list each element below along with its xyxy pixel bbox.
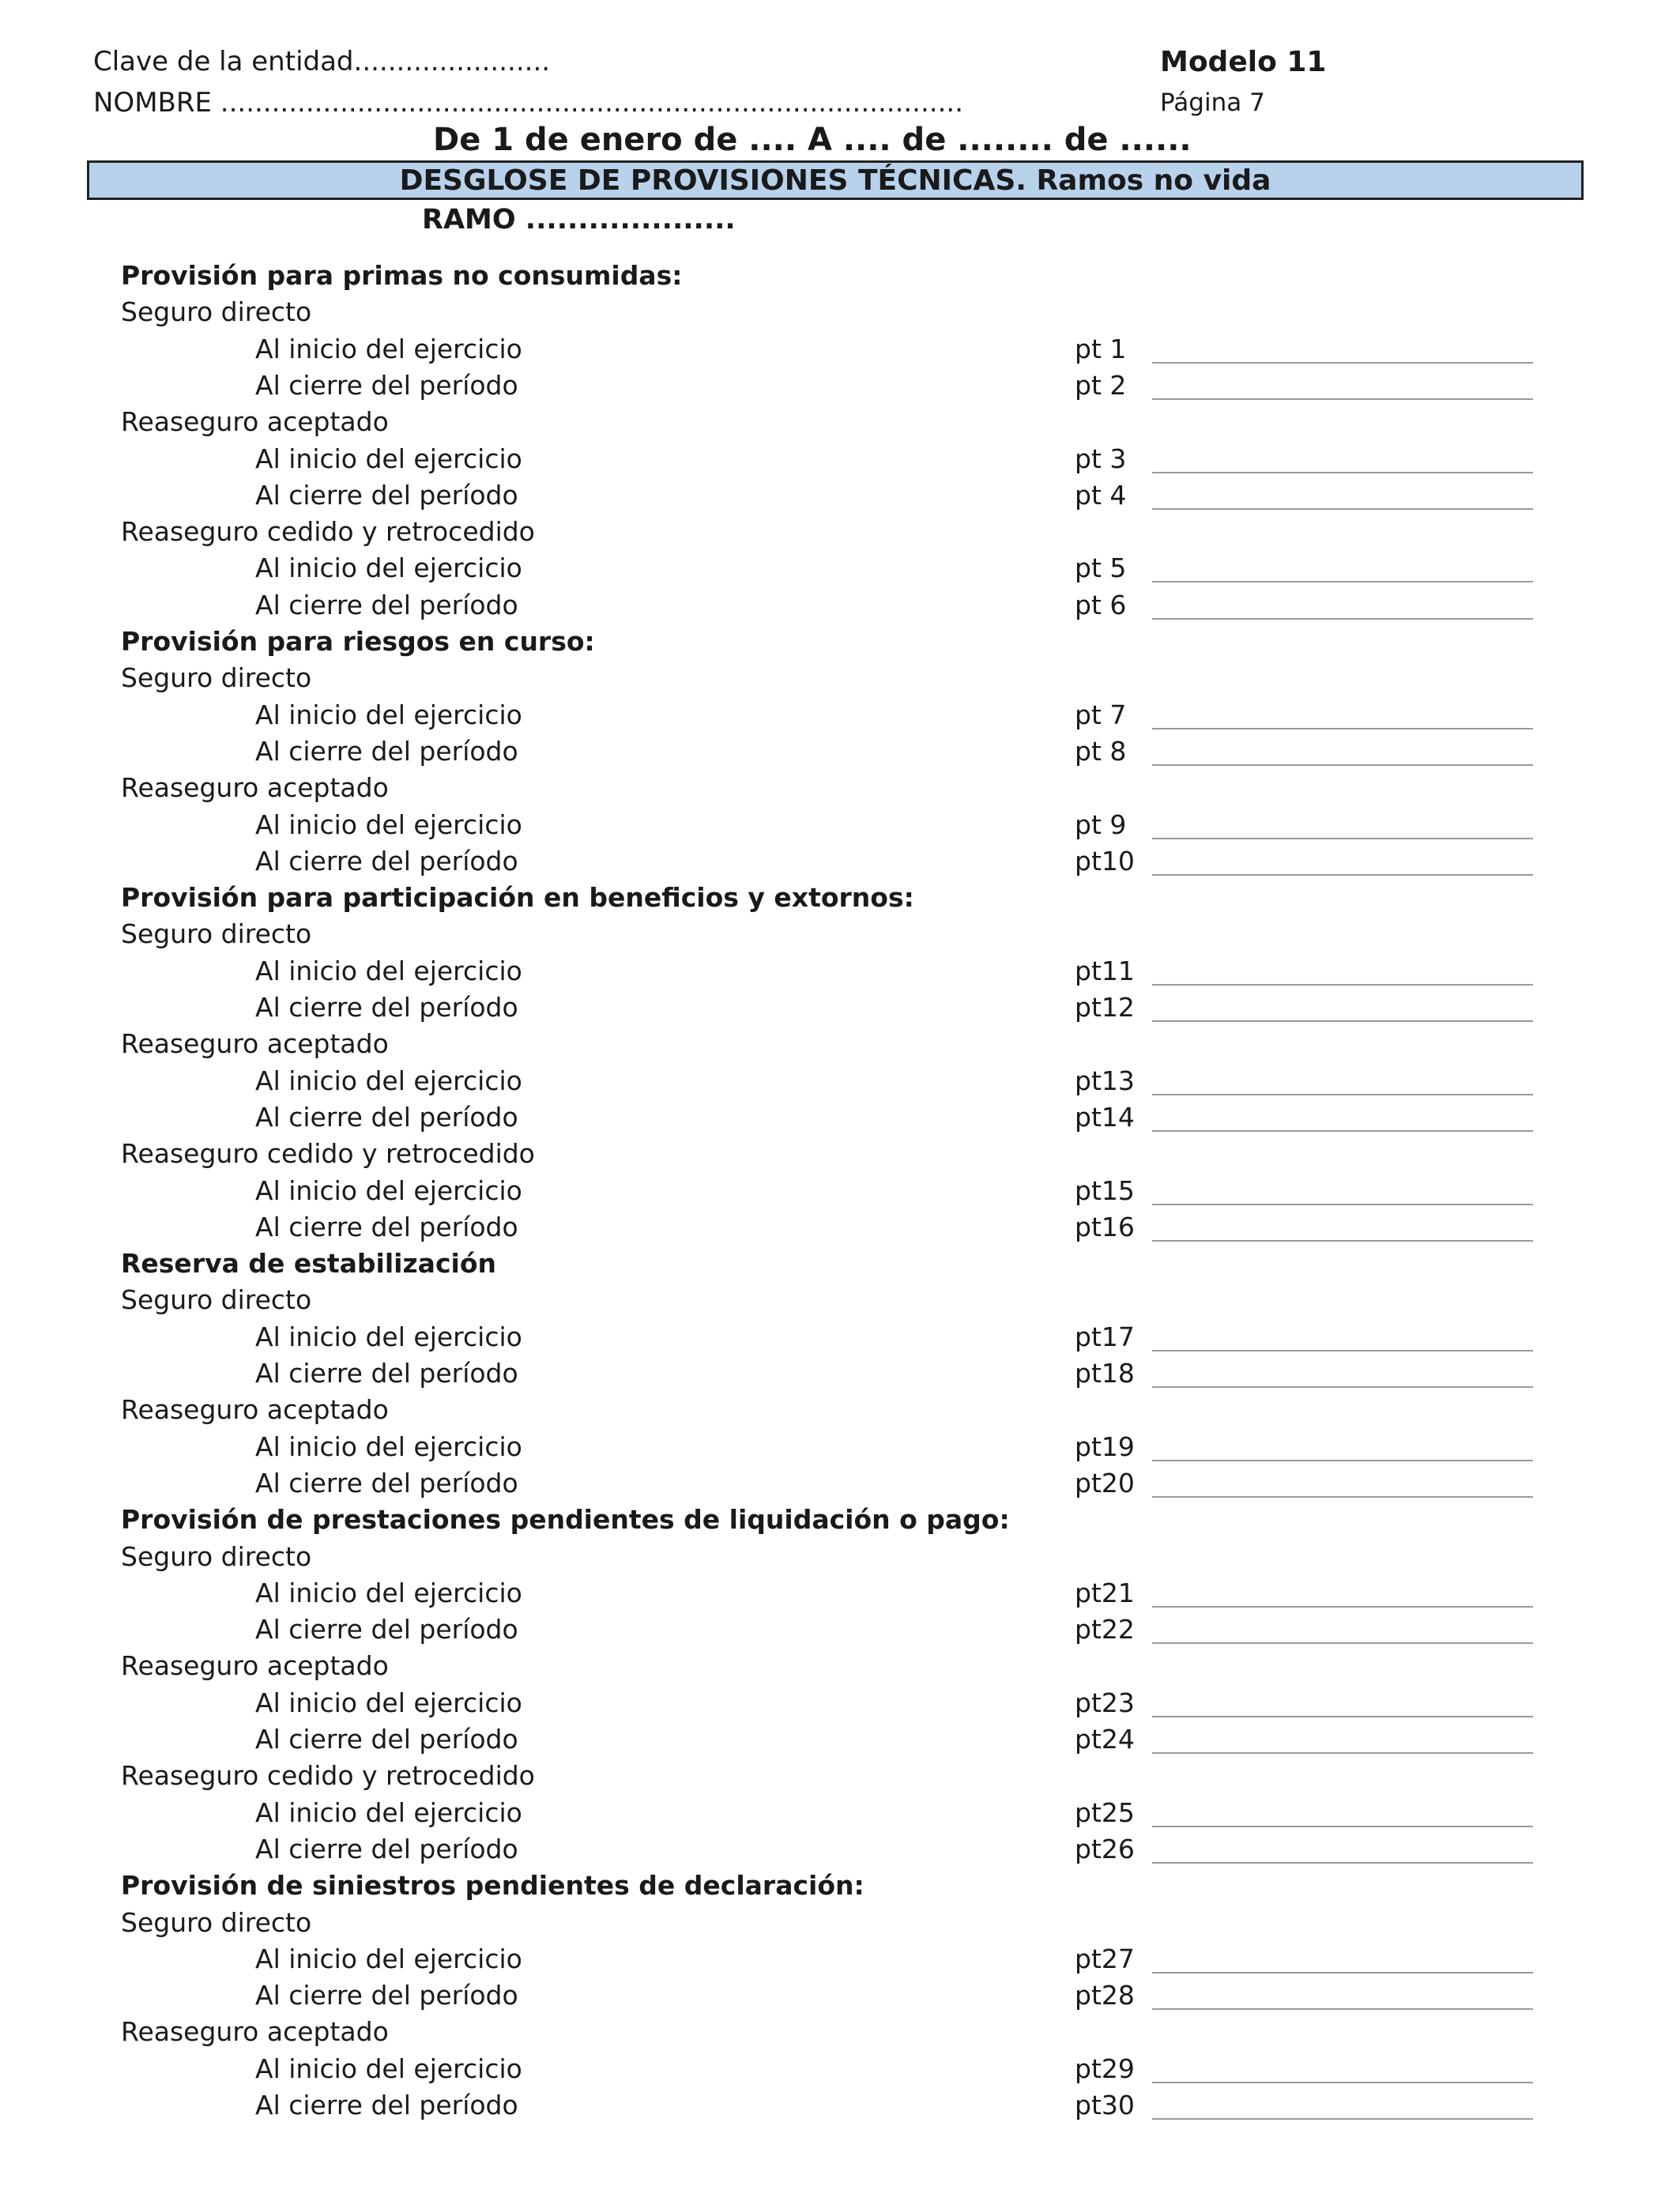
section-row [0, 1501, 1680, 1539]
line-item-code: pt18 [1075, 1358, 1135, 1389]
amount-fill-line[interactable] [1152, 1350, 1533, 1351]
group-row [0, 1904, 1680, 1942]
line-item-row [0, 843, 1680, 880]
line-item-row [0, 1794, 1680, 1832]
model-number: Modelo 11 [1160, 46, 1327, 78]
line-item-code: pt 3 [1075, 443, 1127, 474]
section-title: Provisión para participación en beneficios y extornos: [121, 882, 914, 914]
line-item-row [0, 1830, 1680, 1868]
group-row [0, 403, 1680, 441]
section-title: Provisión de siniestros pendientes de declaración: [121, 1870, 864, 1902]
group-row [0, 1647, 1680, 1685]
line-item-code: pt 4 [1075, 479, 1127, 511]
section-row [0, 1867, 1680, 1905]
line-item-label: Al cierre del período [255, 479, 518, 511]
line-item-label: Al inicio del ejercicio [255, 1687, 522, 1718]
amount-fill-line[interactable] [1152, 1862, 1533, 1864]
line-item-row [0, 1684, 1680, 1722]
line-item-label: Al inicio del ejercicio [255, 1796, 522, 1828]
line-item-label: Al cierre del período [255, 735, 518, 767]
line-item-label: Al cierre del período [255, 1980, 518, 2011]
period-line: De 1 de enero de .... A .... de ........ de ...... [433, 122, 1192, 158]
line-item-row [0, 696, 1680, 734]
line-item-row [0, 1355, 1680, 1393]
line-item-row [0, 1208, 1680, 1246]
line-item-row [0, 733, 1680, 771]
line-item-row [0, 586, 1680, 624]
group-label: Reaseguro cedido y retrocedido [121, 516, 535, 548]
line-item-code: pt10 [1075, 845, 1135, 876]
amount-fill-line[interactable] [1152, 1496, 1533, 1498]
amount-fill-line[interactable] [1152, 1752, 1533, 1754]
line-item-row [0, 549, 1680, 587]
amount-fill-line[interactable] [1152, 1826, 1533, 1827]
group-row [0, 1281, 1680, 1319]
line-item-label: Al inicio del ejercicio [255, 809, 522, 840]
line-item-code: pt27 [1075, 1943, 1135, 1974]
line-item-row [0, 1940, 1680, 1978]
line-item-row [0, 806, 1680, 844]
line-item-label: Al inicio del ejercicio [255, 1174, 522, 1206]
line-item-label: Al inicio del ejercicio [255, 333, 522, 364]
group-label: Seguro directo [121, 918, 312, 950]
page-number: Página 7 [1160, 89, 1265, 117]
line-item-code: pt 7 [1075, 699, 1127, 730]
line-item-code: pt 5 [1075, 552, 1127, 584]
section-title: Reserva de estabilización [121, 1248, 496, 1280]
line-item-row [0, 2050, 1680, 2088]
line-item-code: pt14 [1075, 1101, 1135, 1133]
group-label: Seguro directo [121, 296, 312, 328]
amount-fill-line[interactable] [1152, 1020, 1533, 1022]
line-item-label: Al cierre del período [255, 1358, 518, 1389]
line-item-label: Al cierre del período [255, 1724, 518, 1755]
line-item-label: Al inicio del ejercicio [255, 1943, 522, 1974]
section-row [0, 623, 1680, 661]
line-item-code: pt26 [1075, 1833, 1135, 1864]
amount-fill-line[interactable] [1152, 1642, 1533, 1644]
group-label: Reaseguro aceptado [121, 772, 389, 804]
line-item-label: Al cierre del período [255, 2090, 518, 2120]
line-item-code: pt19 [1075, 1431, 1135, 1462]
line-item-label: Al inicio del ejercicio [255, 1577, 522, 1608]
line-item-code: pt30 [1075, 2090, 1135, 2120]
group-row [0, 1025, 1680, 1063]
line-item-label: Al inicio del ejercicio [255, 1321, 522, 1352]
group-label: Reaseguro aceptado [121, 1028, 389, 1060]
line-item-row [0, 477, 1680, 515]
line-item-label: Al inicio del ejercicio [255, 1065, 522, 1096]
line-item-label: Al cierre del período [255, 1467, 518, 1498]
group-row [0, 1757, 1680, 1795]
group-label: Seguro directo [121, 662, 312, 694]
line-item-row [0, 1574, 1680, 1612]
section-row [0, 1245, 1680, 1283]
amount-fill-line[interactable] [1152, 728, 1533, 729]
line-item-label: Al cierre del período [255, 1614, 518, 1646]
line-item-row [0, 1428, 1680, 1466]
group-label: Reaseguro aceptado [121, 1650, 389, 1682]
group-label: Seguro directo [121, 1906, 312, 1938]
line-item-label: Al cierre del período [255, 589, 518, 620]
line-item-label: Al cierre del período [255, 1101, 518, 1133]
group-row [0, 1538, 1680, 1576]
line-item-row [0, 367, 1680, 405]
section-title: Provisión para riesgos en curso: [121, 626, 595, 657]
amount-fill-line[interactable] [1152, 838, 1533, 839]
group-row [0, 769, 1680, 807]
line-item-label: Al inicio del ejercicio [255, 443, 522, 474]
amount-fill-line[interactable] [1152, 1204, 1533, 1205]
group-row [0, 915, 1680, 953]
amount-fill-line[interactable] [1152, 362, 1533, 364]
line-item-code: pt25 [1075, 1796, 1135, 1828]
group-label: Reaseguro cedido y retrocedido [121, 1760, 535, 1792]
amount-fill-line[interactable] [1152, 1606, 1533, 1608]
section-title: Provisión de prestaciones pendientes de liquidación o pago: [121, 1504, 1010, 1536]
amount-fill-line[interactable] [1152, 1716, 1533, 1717]
section-title: Provisión para primas no consumidas: [121, 260, 683, 291]
line-item-code: pt 8 [1075, 735, 1127, 767]
amount-fill-line[interactable] [1152, 1386, 1533, 1388]
amount-fill-line[interactable] [1152, 581, 1533, 582]
line-item-label: Al cierre del período [255, 992, 518, 1023]
line-item-label: Al cierre del período [255, 845, 518, 876]
amount-fill-line[interactable] [1152, 1130, 1533, 1132]
line-item-row [0, 1099, 1680, 1137]
group-row [0, 1135, 1680, 1173]
line-item-code: pt 6 [1075, 589, 1127, 620]
amount-fill-line[interactable] [1152, 1460, 1533, 1461]
section-row [0, 879, 1680, 917]
group-label: Reaseguro aceptado [121, 406, 389, 438]
group-label: Seguro directo [121, 1540, 312, 1572]
line-item-code: pt22 [1075, 1614, 1135, 1646]
amount-fill-line[interactable] [1152, 764, 1533, 766]
ramo-line: RAMO .................... [422, 204, 736, 236]
line-item-label: Al inicio del ejercicio [255, 552, 522, 584]
group-label: Seguro directo [121, 1284, 312, 1316]
line-item-code: pt29 [1075, 2053, 1135, 2084]
line-item-code: pt20 [1075, 1467, 1135, 1498]
line-item-code: pt23 [1075, 1687, 1135, 1718]
group-row [0, 659, 1680, 697]
line-item-code: pt11 [1075, 955, 1135, 986]
group-label: Reaseguro cedido y retrocedido [121, 1138, 535, 1170]
line-item-row [0, 440, 1680, 478]
section-row [0, 257, 1680, 295]
line-item-code: pt17 [1075, 1321, 1135, 1352]
group-label: Reaseguro aceptado [121, 2016, 389, 2048]
line-item-code: pt15 [1075, 1174, 1135, 1206]
line-item-code: pt16 [1075, 1211, 1135, 1242]
amount-fill-line[interactable] [1152, 508, 1533, 510]
line-item-code: pt28 [1075, 1980, 1135, 2011]
line-item-code: pt 9 [1075, 809, 1127, 840]
group-row [0, 513, 1680, 551]
amount-fill-line[interactable] [1152, 984, 1533, 986]
line-item-label: Al inicio del ejercicio [255, 2053, 522, 2084]
group-row [0, 1391, 1680, 1429]
amount-fill-line[interactable] [1152, 398, 1533, 400]
line-item-row [0, 1318, 1680, 1356]
amount-fill-line[interactable] [1152, 874, 1533, 876]
line-item-row [0, 1721, 1680, 1759]
line-item-label: Al cierre del período [255, 369, 518, 401]
line-item-label: Al inicio del ejercicio [255, 955, 522, 986]
amount-fill-line[interactable] [1152, 1972, 1533, 1973]
group-row [0, 2013, 1680, 2051]
line-item-row [0, 1465, 1680, 1502]
line-item-row [0, 989, 1680, 1027]
entity-name-line: NOMBRE ....................................................................................... [93, 87, 964, 119]
line-item-label: Al inicio del ejercicio [255, 1431, 522, 1462]
line-item-row [0, 952, 1680, 990]
line-item-label: Al cierre del período [255, 1211, 518, 1242]
amount-fill-line[interactable] [1152, 2118, 1533, 2120]
line-item-row [0, 1611, 1680, 1649]
line-item-row [0, 330, 1680, 368]
amount-fill-line[interactable] [1152, 1240, 1533, 1242]
amount-fill-line[interactable] [1152, 2082, 1533, 2083]
line-item-row [0, 1977, 1680, 2015]
group-label: Reaseguro aceptado [121, 1394, 389, 1426]
line-item-row [0, 2087, 1680, 2124]
entity-code-line: Clave de la entidad....................... [93, 46, 551, 77]
form-title: DESGLOSE DE PROVISIONES TÉCNICAS. Ramos no vida [399, 164, 1271, 197]
line-item-label: Al inicio del ejercicio [255, 699, 522, 730]
amount-fill-line[interactable] [1152, 2008, 1533, 2010]
line-item-code: pt12 [1075, 992, 1135, 1023]
amount-fill-line[interactable] [1152, 472, 1533, 473]
line-item-label: Al cierre del período [255, 1833, 518, 1864]
line-item-code: pt21 [1075, 1577, 1135, 1608]
line-item-code: pt 2 [1075, 369, 1127, 401]
line-item-code: pt13 [1075, 1065, 1135, 1096]
line-item-code: pt24 [1075, 1724, 1135, 1755]
group-row [0, 293, 1680, 331]
amount-fill-line[interactable] [1152, 618, 1533, 620]
line-item-row [0, 1062, 1680, 1100]
line-item-row [0, 1172, 1680, 1210]
amount-fill-line[interactable] [1152, 1094, 1533, 1095]
line-item-code: pt 1 [1075, 333, 1127, 364]
